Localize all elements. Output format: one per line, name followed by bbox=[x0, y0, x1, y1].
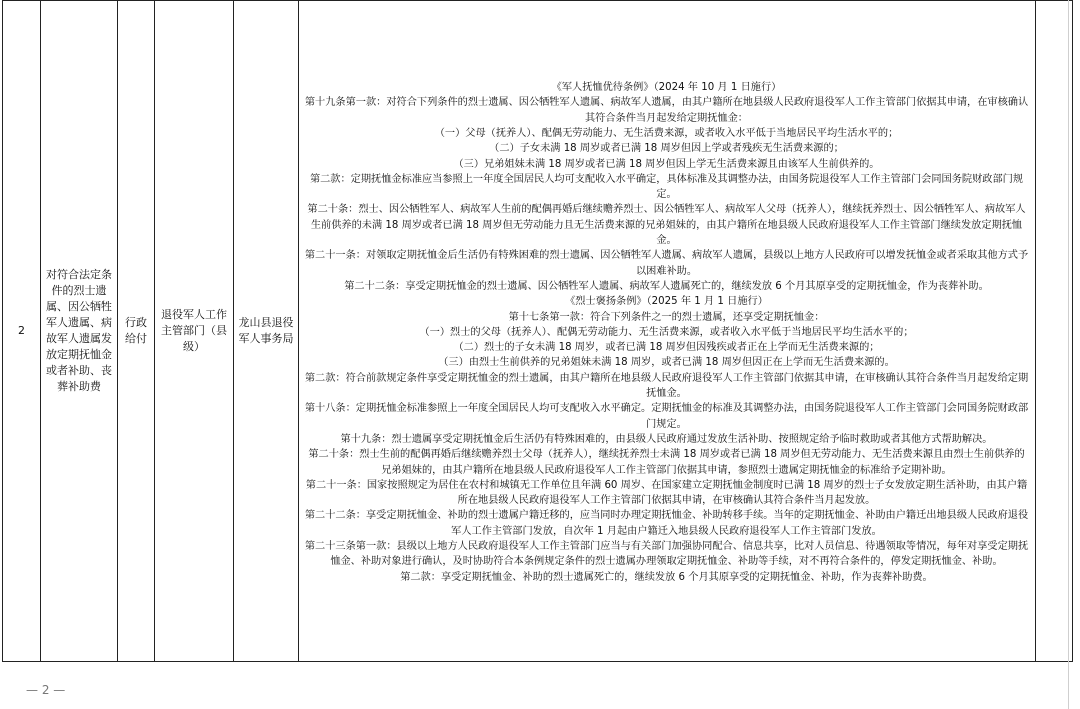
row-number: 2 bbox=[18, 324, 25, 337]
legal-basis-paragraph: 第二款：符合前款规定条件享受定期抚恤金的烈士遗属，由其户籍所在地县级人民政府退役军人工作主管部门依据其申请，在审核确认其符合条件当月起发给定期抚恤金。 bbox=[304, 372, 1029, 400]
implementing-unit-cell bbox=[234, 1, 299, 662]
table-row bbox=[3, 1, 1073, 662]
department: 退役军人工作主管部门（县级） bbox=[161, 308, 227, 353]
legal-basis-text bbox=[299, 77, 1035, 585]
legal-basis-paragraph: 《军人抚恤优待条例》（2024 年 10 月 1 日施行） bbox=[551, 82, 782, 94]
department-cell bbox=[155, 1, 234, 662]
remarks-cell bbox=[1036, 1, 1073, 662]
legal-basis-paragraph: 第二十一条：国家按照规定为居住在农村和城镇无工作单位且年满 60 周岁、在国家建立定期抚恤金制度时已满 18 周岁的烈士子女发放定期生活补助，由其户籍所在地县级人民政府退役军人工作主管部门依据其申请，在审核确认其符合条件当月起发放。 bbox=[305, 479, 1028, 507]
legal-basis-paragraph: 第十七条第一款：符合下列条件之一的烈士遗属，还享受定期抚恤金： bbox=[508, 311, 825, 323]
legal-basis-paragraph: （二）子女未满 18 周岁或者已满 18 周岁但因上学或者残疾无生活费来源的； bbox=[489, 143, 844, 155]
legal-basis-paragraph: 第二十一条：对领取定期抚恤金后生活仍有特殊困难的烈士遗属、因公牺牲军人遗属、病故军人遗属，县级以上地方人民政府可以增发抚恤金或者采取其他方式予以困难补助。 bbox=[304, 250, 1029, 277]
legal-basis-paragraph: （三）兄弟姐妹未满 18 周岁或者已满 18 周岁但因上学无生活费来源且由该军人生前供养的。 bbox=[453, 158, 880, 170]
legal-basis-paragraph: 第二十三条第一款：县级以上地方人民政府退役军人工作主管部门应当与有关部门加强协同配合、信息共享，比对人员信息、待遇领取等情况，每年对享受定期抚恤金、补助对象进行确认，及时协助符合本条例规定条件的烈士遗属办理领取定期抚恤金、补助等手续，对不再符合条件的，停发定期抚恤金、补助。 bbox=[304, 541, 1029, 568]
legal-basis-paragraph: 第十九条：烈士遗属享受定期抚恤金后生活仍有特殊困难的，由县级人民政府通过发放生活补助、按照规定给予临时救助或者其他方式帮助解决。 bbox=[340, 433, 993, 445]
implementing-unit: 龙山县退役军人事务局 bbox=[238, 316, 294, 345]
legal-basis-paragraph: 第十八条：定期抚恤金标准参照上一年度全国居民人均可支配收入水平确定。定期抚恤金的标准及其调整办法，由国务院退役军人工作主管部门会同国务院财政部门规定。 bbox=[304, 403, 1029, 430]
legal-basis-paragraph: （一）父母（抚养人）、配偶无劳动能力、无生活费来源，或者收入水平低于当地居民平均生活水平的； bbox=[434, 127, 899, 139]
legal-basis-paragraph: 第二十条：烈士生前的配偶再婚后继续赡养烈士父母（抚养人），继续抚养烈士未满 18 周岁或者已满 18 周岁但无劳动能力、无生活费来源且由烈士生前供养的兄弟姐妹的，由其户籍所在地县级人民政府退役军人工作主管部门依据其申请，参照烈士遗属定期抚恤金的标准给予定期补助。 bbox=[308, 449, 1025, 476]
legal-basis-paragraph: （二）烈士的子女未满 18 周岁，或者已满 18 周岁但因残疾或者正在上学而无生活费来源的； bbox=[453, 342, 880, 354]
legal-basis-paragraph: 第二十条：烈士、因公牺牲军人、病故军人生前的配偶再婚后继续赡养烈士、因公牺牲军人、病故军人父母（抚养人），继续抚养烈士、因公牺牲军人、病故军人生前供养的未满 18 周岁或者已满 18 周岁但无劳动能力且无生活费来源的兄弟姐妹的，由其户籍所在地县级人民政府退役军人工作主管部门继续发放定期抚恤金。 bbox=[307, 204, 1026, 247]
row-number-cell bbox=[3, 1, 41, 662]
legal-basis-paragraph: （一）烈士的父母（抚养人）、配偶无劳动能力、无生活费来源，或者收入水平低于当地居民平均生活水平的； bbox=[419, 326, 914, 338]
item-name: 对符合法定条件的烈士遗属、因公牺牲军人遗属、病故军人遗属发放定期抚恤金或者补助、丧葬补助费 bbox=[46, 268, 112, 393]
legal-basis-paragraph: 第二十二条：享受定期抚恤金的烈士遗属、因公牺牲军人遗属、病故军人遗属死亡的，继续发放 6 个月其原享受的定期抚恤金，作为丧葬补助。 bbox=[344, 280, 989, 292]
legal-basis-paragraph: 《烈士褒扬条例》（2025 年 1 月 1 日施行） bbox=[565, 296, 768, 308]
item-type-cell bbox=[118, 1, 155, 662]
legal-basis-cell bbox=[299, 1, 1036, 662]
legal-basis-paragraph: 第二款：定期抚恤金标准应当参照上一年度全国居民人均可支配收入水平确定，具体标准及其调整办法，由国务院退役军人工作主管部门会同国务院财政部门规定。 bbox=[309, 173, 1024, 201]
item-name-cell bbox=[41, 1, 118, 662]
power-list-table bbox=[2, 0, 1073, 662]
legal-basis-paragraph: （三）由烈士生前供养的兄弟姐妹未满 18 周岁，或者已满 18 周岁但因正在上学而无生活费来源的。 bbox=[438, 357, 895, 369]
item-type: 行政给付 bbox=[125, 316, 147, 345]
legal-basis-paragraph: 第二款：享受定期抚恤金、补助的烈士遗属死亡的，继续发放 6 个月其原享受的定期抚恤金、补助，作为丧葬补助费。 bbox=[400, 571, 933, 583]
page-edge-line bbox=[1068, 0, 1069, 709]
legal-basis-paragraph: 第十九条第一款：对符合下列条件的烈士遗属、因公牺牲军人遗属、病故军人遗属，由其户籍所在地县级人民政府退役军人工作主管部门依据其申请，在审核确认其符合条件当月起发给定期抚恤金： bbox=[304, 97, 1029, 124]
page-number: — 2 — bbox=[26, 683, 66, 697]
legal-basis-paragraph: 第二十二条：享受定期抚恤金、补助的烈士遗属户籍迁移的，应当同时办理定期抚恤金、补助转移手续。当年的定期抚恤金、补助由户籍迁出地县级人民政府退役军人工作主管部门发放，自次年 1 月起由户籍迁入地县级人民政府退役军人工作主管部门发放。 bbox=[304, 510, 1029, 537]
